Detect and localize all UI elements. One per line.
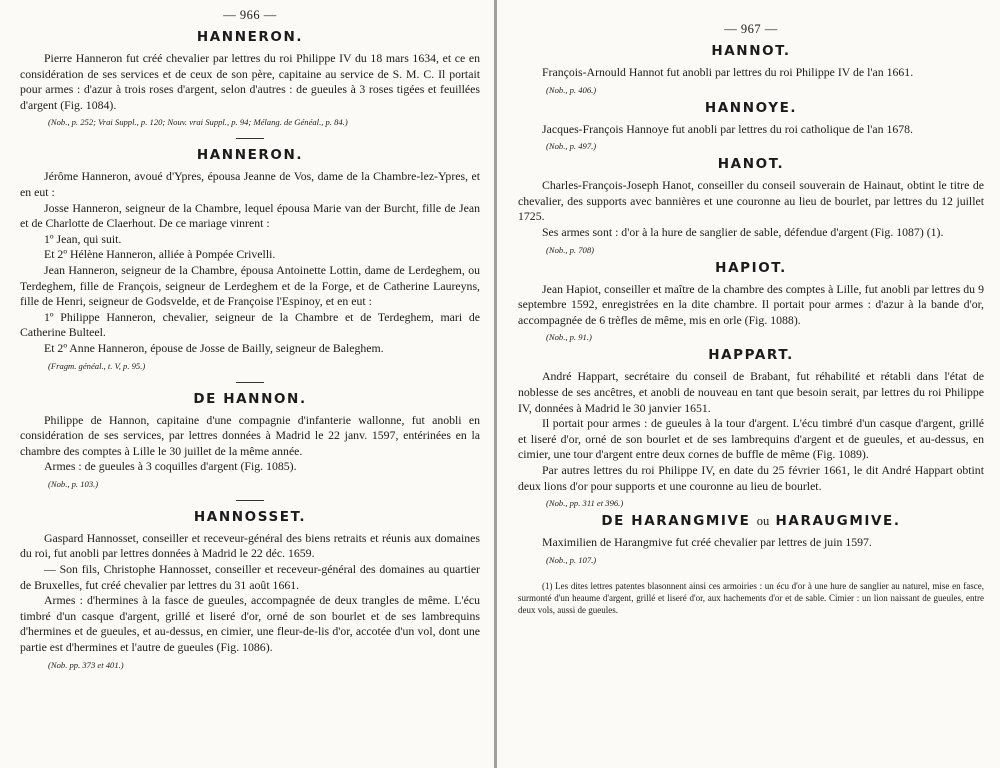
- entry-title: HANOT.: [717, 156, 785, 173]
- entry-paragraph: — Son fils, Christophe Hannosset, conseiller et receveur-général des domaines au quartier de Bruxelles, fut créé chevalier par lettres du 31 août 1661.: [20, 562, 480, 592]
- entry-paragraph: Ses armes sont : d'or à la hure de sanglier de sable, défendue d'argent (Fig. 1087) (1).: [542, 224, 944, 239]
- entry-paragraph: André Happart, secrétaire du conseil de Brabant, fut réhabilité et rétabli dans l'état de noblesse de ses ancêtres, et anobli de nouveau en tant que besoin serait, par lettres du roi Philippe IV, données à Madrid le 30 janvier 1651.: [518, 369, 984, 415]
- entry-reference: (Nob., p. 91.): [546, 332, 592, 343]
- entry-title: HANNOT.: [711, 43, 791, 59]
- separator-rule: [236, 382, 264, 383]
- page-number: — 967 —: [724, 22, 778, 36]
- entry-title: DE HANNON.: [193, 390, 307, 407]
- entry-paragraph: Armes : d'hermines à la fasce de gueules, accompagnée de deux trangles de même. L'écu timbré d'un casque d'argent, grillé et liseré d'or, orné de son bourlet et de ses lambrequins d'hermines et de gueules, et au-dessus, en cimier, une fleur-de-lis d'or, accotée d'un vol, dont une partie est d'hermines et l'autre de gueules (Fig. 1086).: [20, 593, 480, 655]
- entry-paragraph: Philippe de Hannon, capitaine d'une compagnie d'infanterie wallonne, fut anobli en considération de ses services, par lettres données à Madrid le 22 janv. 1597, entérinées en la chambre des comptes à Lille le 30 juillet de la même année.: [20, 412, 480, 458]
- entry-title: HAPIOT.: [715, 259, 787, 276]
- entry-reference: (Fragm. généal., t. V, p. 95.): [48, 360, 146, 371]
- entry-title: HAPPART.: [708, 347, 794, 364]
- page-gutter: [494, 0, 497, 768]
- entry-reference: (Nob., p. 252; Vrai Suppl., p. 120; Nouv. vrai Suppl., p. 94; Mélang. de Généal., p. 84.): [48, 117, 348, 128]
- entry-paragraph: Par autres lettres du roi Philippe IV, en date du 25 février 1661, le dit André Happart obtint deux lions d'or pour supports et une couronne au lieu de bourlet.: [518, 462, 984, 493]
- entry-title: DE HARANGMIVE: [601, 513, 751, 530]
- entry-paragraph: Josse Hanneron, seigneur de la Chambre, lequel épousa Marie van der Burcht, fille de Jean et de Charlotte de Claerhout. De ce mariage vinrent :: [20, 200, 480, 231]
- entry-paragraph: 1º Jean, qui suit.: [44, 231, 122, 246]
- entry-paragraph: François-Arnould Hannot fut anobli par lettres du roi Philippe IV de l'an 1661.: [542, 65, 914, 79]
- entry-reference: (Nob., p. 103.): [48, 478, 99, 489]
- entry-paragraph: Maximilien de Harangmive fut créé chevalier par lettres de juin 1597.: [542, 535, 872, 550]
- entry-title-compound: [518, 513, 984, 529]
- entry-title: HANNOYE.: [704, 99, 798, 116]
- entry-reference: (Nob., p. 406.): [546, 84, 597, 95]
- entry-paragraph: Et 2º Anne Hanneron, épouse de Josse de Bailly, seigneur de Baleghem.: [44, 340, 384, 355]
- entry-title-alt: HARAUGMIVE.: [775, 513, 901, 530]
- entry-paragraph: Jacques-François Hannoye fut anobli par lettres du roi catholique de l'an 1678.: [542, 121, 913, 136]
- right-page: [498, 0, 1000, 768]
- entry-reference: (Nob., p. 107.): [546, 554, 597, 565]
- entry-paragraph: Gaspard Hannosset, conseiller et receveur-général des biens retraits et réunis aux domaines du roi, fut anobli par lettres données à Madrid le 22 déc. 1659.: [20, 530, 480, 561]
- entry-reference: (Nob., pp. 311 et 396.): [546, 498, 624, 509]
- entry-title: HANNOSSET.: [193, 508, 307, 525]
- entry-reference: (Nob., p. 708): [546, 244, 594, 255]
- entry-paragraph: Armes : de gueules à 3 coquilles d'argent (Fig. 1085).: [44, 459, 297, 474]
- entry-reference: (Nob. pp. 373 et 401.): [48, 659, 124, 670]
- left-page: [0, 0, 494, 768]
- entry-paragraph: Charles-François-Joseph Hanot, conseiller du conseil souverain de Hainaut, obtint le titre de chevalier, des supports avec bannières et une couronne au lieu de bourlet, par lettres du 12 juillet 1725.: [518, 178, 984, 224]
- entry-title: HANNERON.: [196, 29, 304, 45]
- entry-paragraph: Pierre Hanneron fut créé chevalier par lettres du roi Philippe IV du 18 mars 1634, et ce en considération de ses services et de ceux de son père, capitaine au service de S. M. C. Il portait pour armes : d'azur à trois roses d'argent, selon d'autres : de gueules à 3 roses tigées et feuillées d'argent (Fig. 1084).: [20, 51, 480, 112]
- separator-rule: [236, 500, 264, 501]
- entry-paragraph: 1º Philippe Hanneron, chevalier, seigneur de la Chambre et de Terdeghem, mari de Catherine Bulteel.: [20, 309, 480, 340]
- separator-rule: [236, 138, 264, 139]
- entry-title-conjunction: ou: [756, 514, 770, 529]
- entry-title: HANNERON.: [196, 147, 304, 164]
- entry-paragraph: Il portait pour armes : de gueules à la tour d'argent. L'écu timbré d'un casque d'argent, grillé et liseré d'or, orné de son bourlet et de ses lambrequins d'argent et de gueules, et au-dessus, en cimier, une tour d'argent entre deux cornes de buffle de même (Fig. 1089).: [518, 416, 984, 462]
- page-number: — 966 —: [223, 8, 277, 22]
- footnote: (1) Les dites lettres patentes blasonnent ainsi ces armoiries : un écu d'or à une hure de sanglier au naturel, mise en fasce, surmonté d'un heaume d'argent, grillé et liseré d'or, aux hachements d'or et de sable. Cimier : un lion naissant de gueules, entre deux vols, aussi de gueules.: [518, 580, 984, 615]
- entry-reference: (Nob., p. 497.): [546, 141, 597, 152]
- entry-paragraph: Jérôme Hanneron, avoué d'Ypres, épousa Jeanne de Vos, dame de la Chambre-lez-Ypres, et en eut :: [20, 169, 480, 199]
- entry-paragraph: Jean Hapiot, conseiller et maître de la chambre des comptes à Lille, fut anobli par lettres du 9 septembre 1592, enregistrées en la dite chambre. Il portait pour armes : d'azur à la bande d'or, accompagnée de 6 trèfles de même, mis en orle (Fig. 1088).: [518, 281, 984, 327]
- entry-paragraph: Et 2º Hélène Hanneron, alliée à Pompée Crivelli.: [44, 247, 276, 262]
- entry-paragraph: Jean Hanneron, seigneur de la Chambre, épousa Antoinette Lottin, dame de Lerdeghem, ou Terdeghem, fille de François, seigneur de Lerdeghem et de la Forge, et de Catherine Laureyns, fille de Henri, seigneur de Godsvelde, et de Françoise l'Espinoy, et en eut :: [20, 262, 480, 309]
